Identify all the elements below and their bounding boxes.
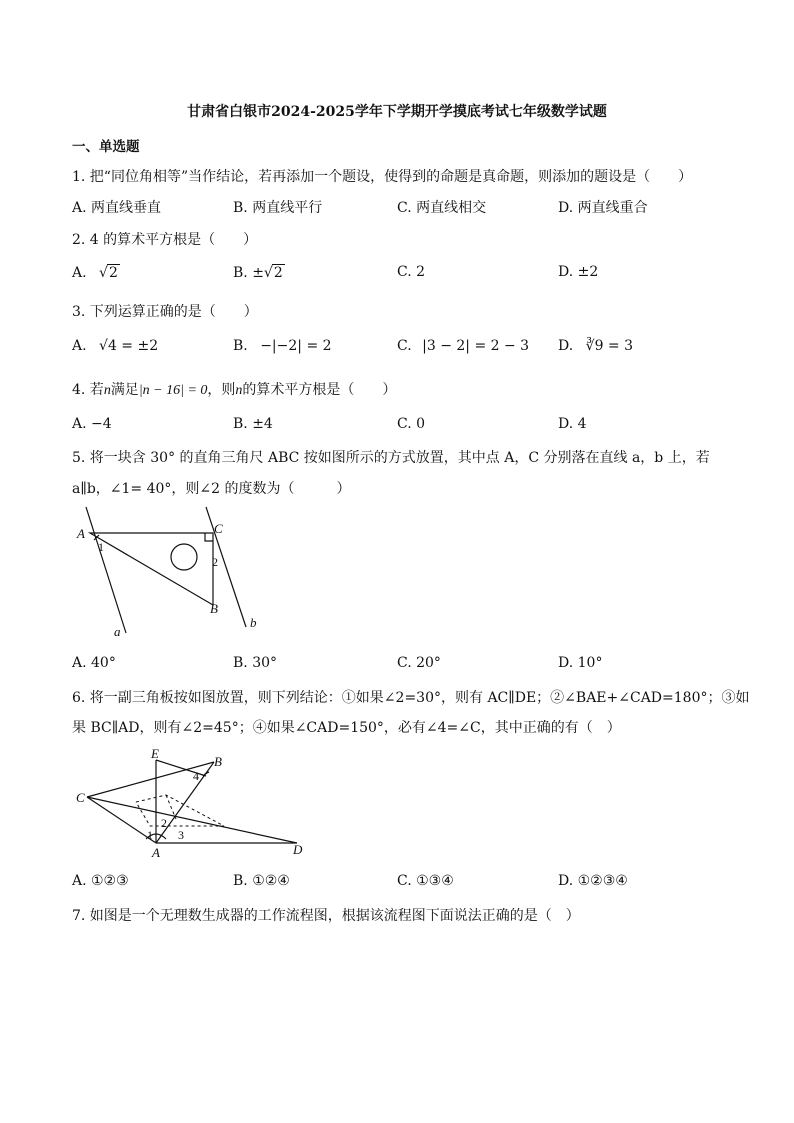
fig6-label-angle2: 2 bbox=[161, 816, 167, 830]
fig5-label-a-point: A bbox=[77, 526, 85, 541]
question-2-stem: 2. 4 的算术平方根是（ ） bbox=[72, 232, 258, 248]
triangle-hole bbox=[171, 544, 197, 570]
q6-option-c[interactable]: C. ①③④ bbox=[397, 873, 454, 889]
line-c-a bbox=[87, 797, 156, 843]
q1-option-d[interactable]: D. 两直线重合 bbox=[558, 200, 648, 216]
q3-option-a[interactable]: A. √4 = ±2 bbox=[72, 338, 159, 354]
section-heading: 一、单选题 bbox=[72, 139, 140, 155]
q4-stem-post: 的算术平方根是（ ） bbox=[242, 382, 397, 398]
fig6-label-angle4: 4 bbox=[193, 769, 199, 783]
q5-figure bbox=[72, 505, 272, 645]
q3-option-d[interactable]: D. ∛9 = 3 bbox=[558, 338, 634, 354]
q6-figure bbox=[72, 745, 312, 865]
line-a bbox=[86, 507, 126, 633]
q2-option-a-radicand: 2 bbox=[108, 265, 118, 281]
q3-option-c-letter: C. bbox=[397, 338, 412, 354]
fig6-label-a: A bbox=[152, 845, 160, 860]
q2-option-b[interactable]: B. ±√2 bbox=[233, 265, 283, 281]
question-7-stem: 7. 如图是一个无理数生成器的工作流程图，根据该流程图下面说法正确的是（ ） bbox=[72, 908, 580, 924]
q5-option-d[interactable]: D. 10° bbox=[558, 655, 603, 671]
question-1-stem: 1. 把“同位角相等”当作结论，若再添加一个题设，使得到的命题是真命题，则添加的题设是（ ） bbox=[72, 169, 693, 185]
fig6-label-d: D bbox=[293, 842, 303, 857]
q3-option-a-expr: 4 = ±2 bbox=[107, 338, 159, 354]
q1-option-a[interactable]: A. 两直线垂直 bbox=[72, 200, 162, 216]
q4-option-b[interactable]: B. ±4 bbox=[233, 416, 273, 432]
fig6-label-angle1: 1 bbox=[147, 828, 153, 842]
right-angle-mark bbox=[205, 533, 213, 541]
fig6-label-e: E bbox=[151, 746, 159, 761]
q4-stem-mid: 满足 bbox=[110, 382, 139, 398]
q2-option-b-letter: B. ± bbox=[233, 265, 264, 281]
q2-option-d[interactable]: D. ±2 bbox=[558, 264, 599, 280]
q3-option-d-letter: D. bbox=[558, 338, 574, 354]
q5-option-b[interactable]: B. 30° bbox=[233, 655, 278, 671]
fig5-label-angle2: 2 bbox=[212, 555, 218, 569]
question-5-stem-line2: a∥b，∠1= 40°，则∠2 的度数为（ ） bbox=[72, 481, 351, 497]
q2-option-b-radicand: 2 bbox=[273, 265, 283, 281]
question-3-stem: 3. 下列运算正确的是（ ） bbox=[72, 304, 258, 320]
fig6-label-c: C bbox=[76, 790, 85, 805]
q5-option-c[interactable]: C. 20° bbox=[397, 655, 441, 671]
q3-option-a-letter: A. bbox=[72, 338, 87, 354]
q2-option-c[interactable]: C. 2 bbox=[397, 264, 426, 280]
exam-title: 甘肃省白银市2024-2025学年下学期开学摸底考试七年级数学试题 bbox=[187, 104, 607, 120]
q6-option-b[interactable]: B. ①②④ bbox=[233, 873, 290, 889]
triangle-abc bbox=[90, 533, 213, 605]
fig5-label-b-point: B bbox=[210, 601, 218, 616]
fig5-label-c-point: C bbox=[214, 521, 223, 536]
q4-option-d[interactable]: D. 4 bbox=[558, 416, 587, 432]
q4-stem-pre: 4. 若 bbox=[72, 382, 104, 398]
fig5-label-line-a: a bbox=[114, 624, 121, 639]
question-4-stem bbox=[72, 379, 396, 399]
q2-option-a[interactable]: A. √2 bbox=[72, 265, 118, 281]
q3-option-c-expr: |3 − 2| = 2 − 3 bbox=[422, 338, 530, 354]
fig6-label-angle3: 3 bbox=[178, 828, 184, 842]
q2-option-a-letter: A. bbox=[72, 265, 87, 281]
q3-option-b-expr: −|−2| = 2 bbox=[260, 338, 332, 354]
fig5-label-angle1: 1 bbox=[98, 540, 104, 554]
fig6-label-b: B bbox=[214, 754, 222, 769]
q4-var2: n bbox=[235, 383, 243, 398]
question-5-stem-line1: 5. 将一块含 30° 的直角三角尺 ABC 按如图所示的方式放置，其中点 A，C 分别落在直线 a，b 上，若 bbox=[72, 450, 710, 466]
question-6-stem-line1: 6. 将一副三角板按如图放置，则下列结论：①如果∠2=30°，则有 AC∥DE；②∠BAE+∠CAD=180°；③如 bbox=[72, 690, 750, 706]
line-c-d bbox=[87, 797, 297, 843]
q1-option-b[interactable]: B. 两直线平行 bbox=[233, 200, 323, 216]
q4-option-a[interactable]: A. −4 bbox=[72, 416, 112, 432]
q4-stem-mid2: ，则 bbox=[207, 382, 236, 398]
q3-option-c[interactable] bbox=[397, 338, 529, 354]
q6-option-a[interactable]: A. ①②③ bbox=[72, 873, 129, 889]
q3-option-b[interactable] bbox=[233, 338, 332, 354]
question-6-stem-line2: 果 BC∥AD，则有∠2=45°；④如果∠CAD=150°，必有∠4=∠C，其中正确的有（ ） bbox=[72, 720, 621, 736]
q1-option-c[interactable]: C. 两直线相交 bbox=[397, 200, 487, 216]
q4-var: n bbox=[103, 383, 111, 398]
q4-abs-expr: |n − 16| = 0 bbox=[138, 383, 208, 398]
q5-option-a[interactable]: A. 40° bbox=[72, 655, 116, 671]
q4-option-c[interactable]: C. 0 bbox=[397, 416, 426, 432]
q3-option-d-expr: 9 = 3 bbox=[594, 338, 634, 354]
fig5-label-line-b: b bbox=[250, 615, 257, 630]
q6-option-d[interactable]: D. ①②③④ bbox=[558, 873, 628, 889]
q3-option-b-letter: B. bbox=[233, 338, 248, 354]
